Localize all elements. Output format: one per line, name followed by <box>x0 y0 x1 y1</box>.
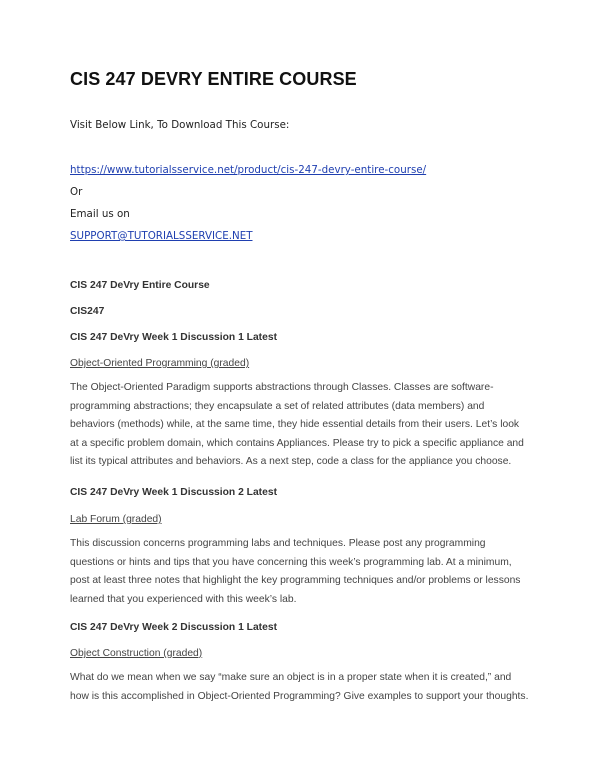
section-subtitle: Lab Forum (graded) <box>70 514 162 525</box>
course-download-link[interactable]: https://www.tutorialsservice.net/product/cis-247-devry-entire-course/ <box>70 164 427 176</box>
download-intro: Visit Below Link, To Download This Course: <box>70 119 290 131</box>
section-heading: CIS 247 DeVry Week 1 Discussion 1 Latest <box>70 332 277 343</box>
or-text: Or <box>70 186 83 198</box>
section-subtitle: Object-Oriented Programming (graded) <box>70 358 250 369</box>
section-subtitle: Object Construction (graded) <box>70 648 203 659</box>
course-heading: CIS 247 DeVry Entire Course <box>70 280 210 291</box>
document-title: CIS 247 DEVRY ENTIRE COURSE <box>70 69 357 89</box>
section-heading: CIS 247 DeVry Week 2 Discussion 1 Latest <box>70 622 277 633</box>
section-body: What do we mean when we say “make sure an object is in a proper state when it is created,” and how is this accomplished in Object-Oriented Programming? Give examples to support your thoughts. <box>70 672 529 702</box>
section-body: This discussion concerns programming labs and techniques. Please post any programming questions or hints and tips that you have concerning this week’s programming lab. At a minimum, post at least three notes that highlight the key programming techniques and/or problems or lessons learned that you experienced with this week’s lab. <box>70 538 521 605</box>
section-body: The Object-Oriented Paradigm supports abstractions through Classes. Classes are software-programming abstractions; they encapsulate a set of related attributes (data members) and behaviors (methods) while, at the same time, they hide essential details from their users. Let’s look at a specific problem domain, which contains Appliances. Please try to pick a specific appliance and list its typical attributes and behaviors. As a next step, code a class for the appliance you choose. <box>70 382 524 468</box>
section-heading: CIS 247 DeVry Week 1 Discussion 2 Latest <box>70 487 277 498</box>
support-email-link[interactable]: SUPPORT@TUTORIALSSERVICE.NET <box>70 230 253 242</box>
course-code: CIS247 <box>70 306 105 317</box>
email-prompt: Email us on <box>70 208 130 220</box>
